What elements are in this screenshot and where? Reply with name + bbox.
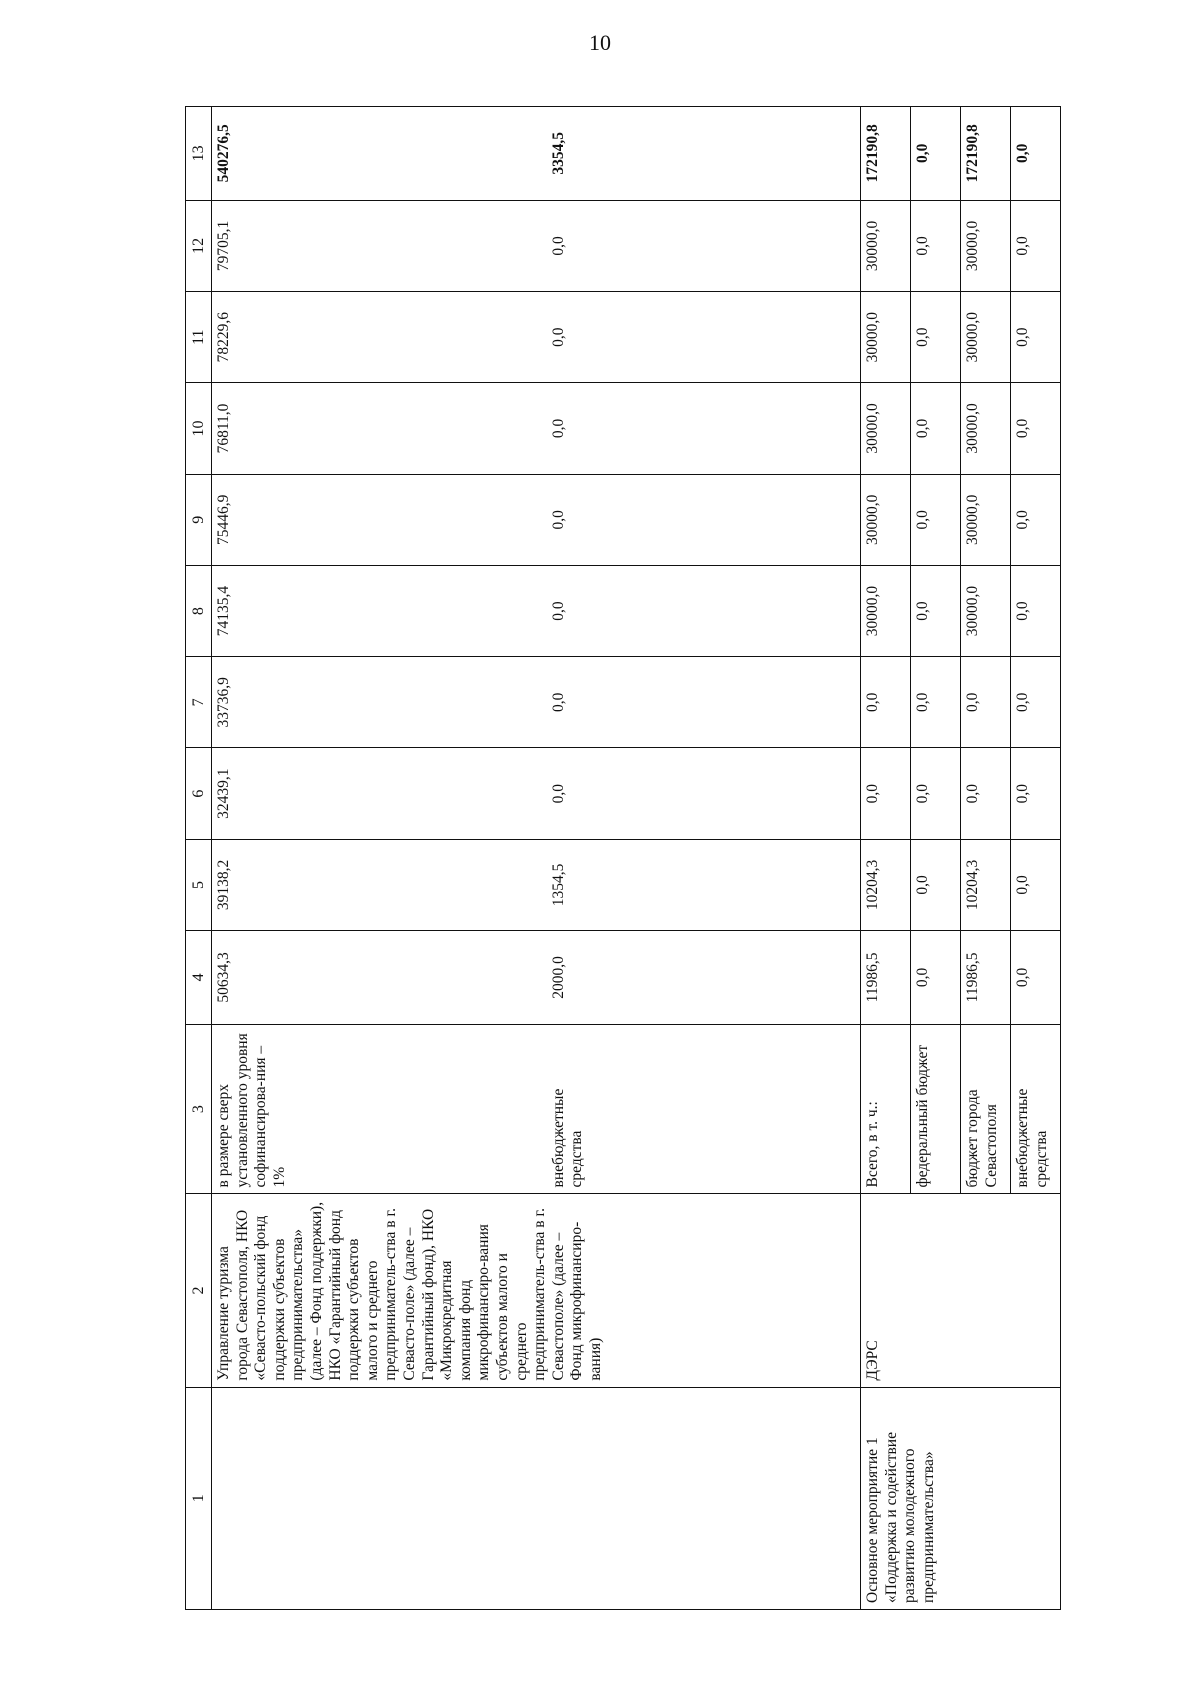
value-cell: 0,0 xyxy=(547,565,861,656)
value-cell: 30000,0 xyxy=(961,383,1011,474)
value-cell: 2000,0 xyxy=(547,931,861,1025)
value-cell: 0,0 xyxy=(1011,748,1061,839)
value-cell: 1354,5 xyxy=(547,839,861,930)
table-row xyxy=(861,107,911,1610)
value-cell: 0,0 xyxy=(1011,657,1061,748)
funding-source-cell: в размере сверх установленного уровня софинансирова-ния – 1% xyxy=(212,1024,547,1194)
column-number-row xyxy=(186,107,212,1610)
column-number: 7 xyxy=(186,657,212,748)
value-cell: 0,0 xyxy=(961,657,1011,748)
value-cell: 0,0 xyxy=(547,200,861,291)
value-cell: 0,0 xyxy=(1011,565,1061,656)
value-cell-total: 3354,5 xyxy=(547,107,861,201)
executor-cell: Управление туризма города Севастополя, НКО «Севасто-польский фонд поддержки субъектов предпринимательства» (далее – Фонд поддержки), НКО «Гарантийный фонд поддержки субъектов малого и среднего предприниматель-ства в г. Севасто-поле» (далее – Гарантийный фонд), НКО «Микрокредитная компания фонд микрофинансиро-вания субъектов малого и среднего предприниматель-ства в г. Севастополе» (далее – Фонд микрофинансиро-вания) xyxy=(212,1194,861,1387)
value-cell: 74135,4 xyxy=(212,565,547,656)
value-cell-total: 172190,8 xyxy=(861,107,911,201)
value-cell: 30000,0 xyxy=(861,383,911,474)
column-number: 6 xyxy=(186,748,212,839)
value-cell: 0,0 xyxy=(1011,200,1061,291)
value-cell: 30000,0 xyxy=(861,292,911,383)
funding-source-cell: внебюджетные средства xyxy=(547,1024,861,1194)
column-number: 10 xyxy=(186,383,212,474)
value-cell: 10204,3 xyxy=(861,839,911,930)
value-cell: 30000,0 xyxy=(961,565,1011,656)
column-number: 2 xyxy=(186,1194,212,1387)
value-cell: 0,0 xyxy=(547,474,861,565)
value-cell: 30000,0 xyxy=(961,292,1011,383)
executor-cell: ДЭРС xyxy=(861,1194,1061,1387)
measure-cell: Основное мероприятие 1 «Поддержка и содействие развитию молодежного предпринимательства» xyxy=(861,1387,1061,1609)
funding-source-cell: Всего, в т. ч.: xyxy=(861,1024,911,1194)
value-cell: 0,0 xyxy=(861,748,911,839)
value-cell: 0,0 xyxy=(1011,383,1061,474)
measure-cell-empty xyxy=(212,1387,861,1609)
value-cell: 75446,9 xyxy=(212,474,547,565)
column-number: 1 xyxy=(186,1387,212,1609)
value-cell: 11986,5 xyxy=(961,931,1011,1025)
column-number: 5 xyxy=(186,839,212,930)
value-cell: 11986,5 xyxy=(861,931,911,1025)
column-number: 13 xyxy=(186,107,212,201)
value-cell: 76811,0 xyxy=(212,383,547,474)
value-cell: 30000,0 xyxy=(861,565,911,656)
value-cell: 0,0 xyxy=(911,931,961,1025)
column-number: 3 xyxy=(186,1024,212,1194)
column-number: 12 xyxy=(186,200,212,291)
value-cell: 0,0 xyxy=(911,565,961,656)
value-cell: 0,0 xyxy=(1011,292,1061,383)
value-cell: 0,0 xyxy=(1011,474,1061,565)
value-cell: 39138,2 xyxy=(212,839,547,930)
value-cell: 0,0 xyxy=(1011,931,1061,1025)
value-cell-total: 172190,8 xyxy=(961,107,1011,201)
value-cell: 50634,3 xyxy=(212,931,547,1025)
value-cell: 0,0 xyxy=(911,292,961,383)
column-number: 8 xyxy=(186,565,212,656)
value-cell: 0,0 xyxy=(961,748,1011,839)
value-cell: 30000,0 xyxy=(861,200,911,291)
value-cell: 79705,1 xyxy=(212,200,547,291)
value-cell: 0,0 xyxy=(911,200,961,291)
funding-source-cell: внебюджетные средства xyxy=(1011,1024,1061,1194)
value-cell: 0,0 xyxy=(911,839,961,930)
value-cell: 33736,9 xyxy=(212,657,547,748)
value-cell: 30000,0 xyxy=(861,474,911,565)
value-cell-total: 0,0 xyxy=(911,107,961,201)
value-cell: 0,0 xyxy=(911,474,961,565)
funding-source-cell: федеральный бюджет xyxy=(911,1024,961,1194)
value-cell: 0,0 xyxy=(547,383,861,474)
budget-table xyxy=(185,106,1061,1610)
value-cell: 0,0 xyxy=(547,292,861,383)
value-cell: 0,0 xyxy=(911,657,961,748)
value-cell: 10204,3 xyxy=(961,839,1011,930)
column-number: 9 xyxy=(186,474,212,565)
funding-source-cell: бюджет города Севастополя xyxy=(961,1024,1011,1194)
table-row xyxy=(212,107,547,1610)
column-number: 11 xyxy=(186,292,212,383)
value-cell: 78229,6 xyxy=(212,292,547,383)
value-cell: 0,0 xyxy=(911,748,961,839)
value-cell: 0,0 xyxy=(547,657,861,748)
value-cell-total: 0,0 xyxy=(1011,107,1061,201)
value-cell-total: 540276,5 xyxy=(212,107,547,201)
page-number: 10 xyxy=(589,30,611,55)
value-cell: 0,0 xyxy=(1011,839,1061,930)
column-number: 4 xyxy=(186,931,212,1025)
value-cell: 32439,1 xyxy=(212,748,547,839)
value-cell: 0,0 xyxy=(861,657,911,748)
rotated-table-container xyxy=(185,106,1060,1610)
value-cell: 30000,0 xyxy=(961,200,1011,291)
value-cell: 0,0 xyxy=(547,748,861,839)
value-cell: 30000,0 xyxy=(961,474,1011,565)
value-cell: 0,0 xyxy=(911,383,961,474)
